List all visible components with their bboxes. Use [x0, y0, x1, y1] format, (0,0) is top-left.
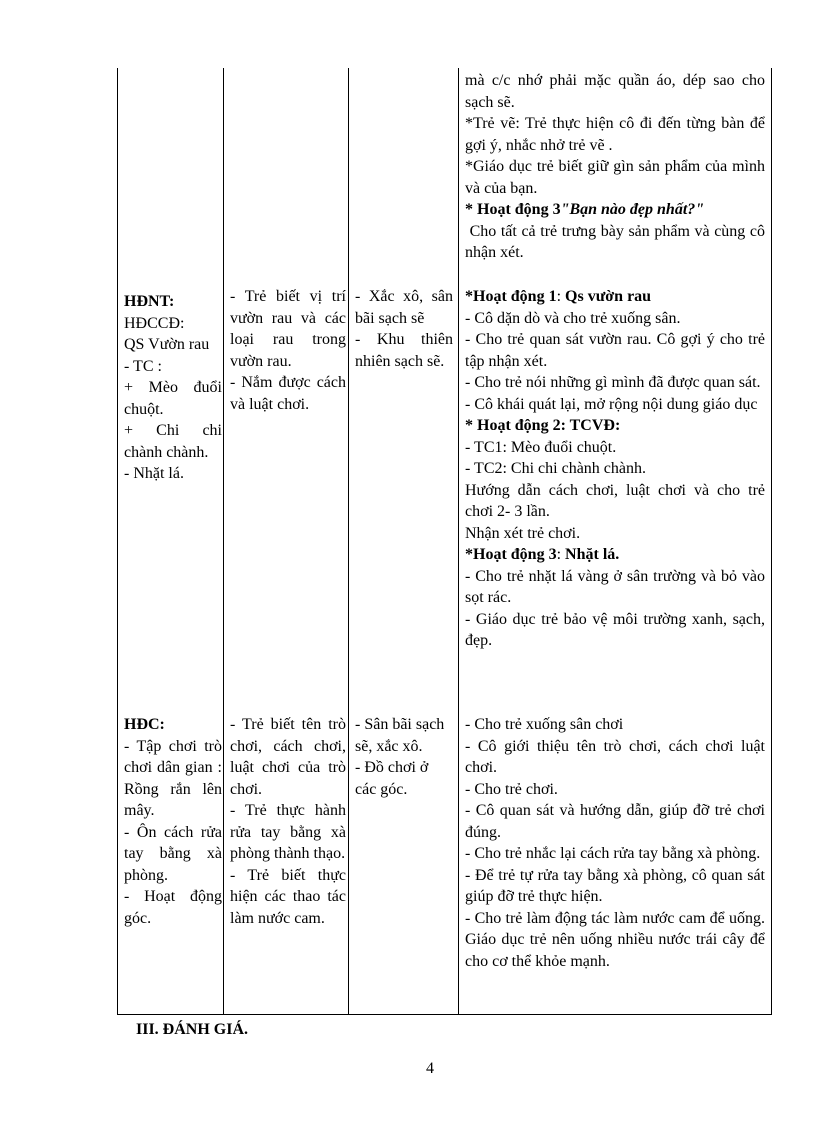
hdc-goal: - Trẻ biết tên trò chơi, cách chơi, luật chơi của trò chơi.	[230, 716, 346, 798]
hdc-prep: - Đồ chơi ở các góc.	[355, 759, 429, 798]
hdnt-activity-line: + Chi chi chành chành.	[124, 422, 222, 461]
hdnt-prep: - Khu thiên nhiên sạch sẽ.	[355, 331, 453, 370]
section-heading-evaluation: III. ĐÁNH GIÁ.	[136, 1021, 249, 1038]
continued-line: mà c/c nhớ phải mặc quần áo, dép sao cho sạch sẽ.	[465, 72, 765, 111]
hdnt-content-cell	[465, 286, 765, 652]
activity-3b-sep: :	[556, 546, 566, 563]
hdc-content-line: - Cô giới thiệu tên trò chơi, cách chơi luật chơi.	[465, 737, 765, 776]
hdc-goal: - Trẻ thực hành rửa tay bằng xà phòng thành thạo.	[230, 802, 346, 862]
hdc-content-line: - Cho trẻ nhắc lại cách rửa tay bằng xà phòng.	[465, 845, 761, 862]
hdc-content-line: - Để trẻ tự rửa tay bằng xà phòng, cô quan sát giúp đỡ trẻ thực hiện.	[465, 866, 765, 905]
page-number: 4	[426, 1060, 434, 1077]
table-border-bottom	[117, 1014, 771, 1015]
hdnt-goals-cell	[230, 286, 346, 415]
hdnt-content-line: - TC2: Chi chi chành chành.	[465, 460, 646, 477]
hdc-goal: - Trẻ biết thực hiện các thao tác làm nước cam.	[230, 866, 346, 927]
hdnt-content-line: - Cho trẻ nói những gì mình đã được quan sát.	[465, 374, 761, 391]
hdnt-content-line: - Cô khái quát lại, mở rộng nội dung giáo dục	[465, 395, 758, 413]
table-border-col1	[223, 68, 224, 1015]
hdc-activity-line: - Tập chơi trò chơi dân gian : Rồng rắn lên mây.	[124, 737, 222, 819]
hdc-activity-line: - Hoạt động góc.	[124, 888, 222, 927]
hdc-content-line: - Cho trẻ làm động tác làm nước cam để uống. Giáo dục trẻ nên uống nhiều nước trái cây để cho cơ thể khỏe mạnh.	[465, 909, 765, 970]
hdnt-activity-line: - TC :	[124, 357, 162, 375]
hdc-activity-line: - Ôn cách rửa tay bằng xà phòng.	[124, 823, 222, 884]
continued-line: *Giáo dục trẻ biết giữ gìn sản phẩm của mình và của bạn.	[465, 158, 765, 197]
hdnt-activity-cell	[124, 291, 222, 485]
hdnt-prep-cell	[355, 286, 453, 372]
hdnt-prep: - Xắc xô, sân bãi sạch sẽ	[355, 288, 453, 327]
hdnt-content-line: - Giáo dục trẻ bảo vệ môi trường xanh, sạch, đẹp.	[465, 610, 765, 649]
table-border-left	[117, 68, 118, 1015]
hdnt-activity-line: + Mèo đuổi chuột.	[124, 379, 222, 418]
activity-3-desc: Cho tất cả trẻ trưng bày sản phẩm và cùng cô nhận xét.	[465, 222, 769, 261]
hdc-title: HĐC:	[124, 716, 165, 733]
hdnt-activity-line: HĐCCĐ:	[124, 314, 185, 332]
hdnt-goal: - Trẻ biết vị trí vườn rau và các loại rau trong vườn rau.	[230, 288, 346, 370]
hdnt-activity-3-heading	[465, 544, 765, 566]
hdc-prep: - Sân bãi sạch sẽ, xắc xô.	[355, 716, 445, 755]
activity-3-heading	[465, 199, 765, 221]
continued-content-cell	[465, 70, 769, 264]
table-border-col3	[458, 68, 459, 1015]
hdnt-content-line: Nhận xét trẻ chơi.	[465, 524, 581, 542]
hdnt-content-line: - Cô dặn dò và cho trẻ xuống sân.	[465, 309, 681, 327]
activity-1-label: *Hoạt động 1	[465, 288, 557, 305]
hdc-prep-cell	[355, 714, 453, 800]
lesson-plan-table	[117, 68, 771, 1015]
hdc-content-line: - Cô quan sát và hướng dẫn, giúp đỡ trẻ chơi đúng.	[465, 802, 765, 841]
hdnt-title: HĐNT:	[124, 293, 175, 310]
hdnt-content-line: Hướng dẫn cách chơi, luật chơi và cho trẻ chơi 2- 3 lần.	[465, 481, 765, 520]
hdc-content-line: - Cho trẻ xuống sân chơi	[465, 716, 624, 733]
hdnt-activity-2-heading: * Hoạt động 2: TCVĐ:	[465, 417, 621, 434]
hdc-content-cell	[465, 714, 765, 972]
hdnt-goal: - Nắm được cách và luật chơi.	[230, 374, 346, 413]
activity-3-title: "Bạn nào đẹp nhất?"	[560, 201, 705, 218]
hdnt-content-line: - Cho trẻ nhặt lá vàng ở sân trường và bỏ vào sọt rác.	[465, 567, 765, 606]
hdnt-content-line: - TC1: Mèo đuổi chuột.	[465, 438, 617, 456]
table-border-col2	[348, 68, 349, 1015]
hdnt-activity-1-heading	[465, 286, 765, 308]
activity-3b-label: *Hoạt động 3	[465, 546, 557, 563]
table-border-right	[771, 68, 772, 1015]
hdnt-activity-line: - Nhặt lá.	[124, 465, 184, 482]
hdc-goals-cell	[230, 714, 346, 929]
activity-3-label: * Hoạt động 3	[465, 201, 561, 218]
activity-3b-title: Nhặt lá.	[565, 546, 620, 563]
hdnt-activity-line: QS Vườn rau	[124, 336, 210, 353]
hdnt-content-line: - Cho trẻ quan sát vườn rau. Cô gợi ý cho trẻ tập nhận xét.	[465, 331, 765, 370]
continued-line: *Trẻ vẽ: Trẻ thực hiện cô đi đến từng bàn để gợi ý, nhắc nhở trẻ vẽ .	[465, 115, 765, 154]
hdc-activity-cell	[124, 714, 222, 929]
activity-1-title: Qs vườn rau	[565, 288, 652, 305]
activity-1-sep: :	[556, 288, 566, 305]
hdc-content-line: - Cho trẻ chơi.	[465, 780, 558, 798]
